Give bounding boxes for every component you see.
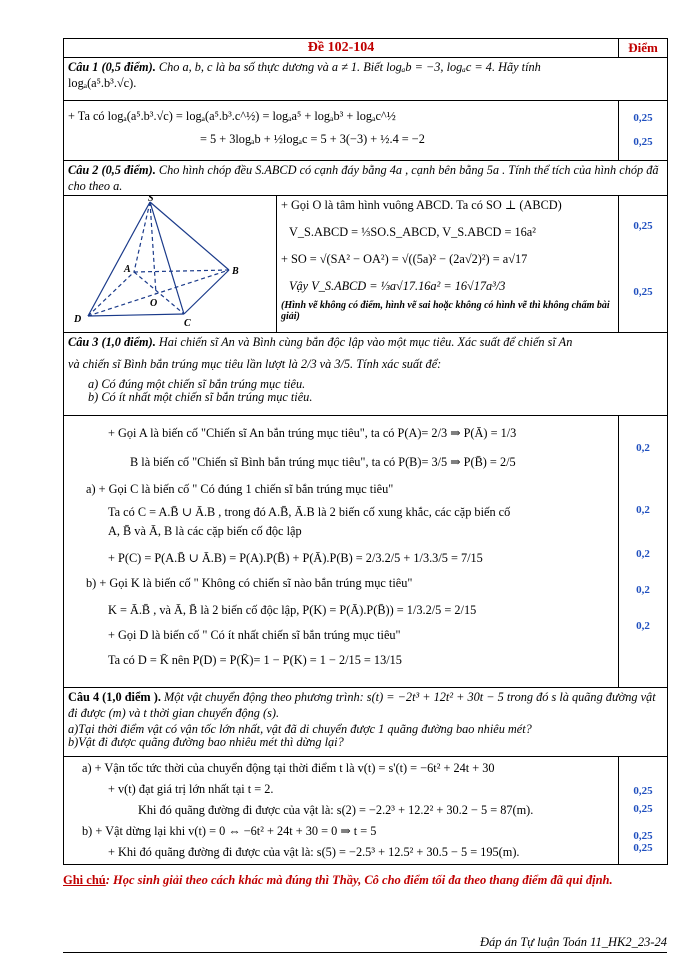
note-text: : Học sinh giải theo cách khác mà đúng thì Thầy, Cô cho điểm tối đa theo thang điểm đã qui định. (105, 873, 613, 887)
q2-line-3: + SO = √(SA² − OA²) = √((5a)² − (2a√2)²) = a√17 (281, 252, 528, 266)
q4-answer (64, 757, 619, 865)
q3-line-8: K = Ā.B̄ , và Ā, B̄ là 2 biến cố độc lập, P(K) = P(Ā).P(B̄)) = 1/3.2/5 = 2/15 (108, 603, 477, 617)
answer-sheet (63, 38, 667, 888)
q1-title: Câu 1 (0,5 điểm). (68, 60, 156, 74)
q2-answer (64, 196, 619, 333)
q3-answer (64, 416, 619, 688)
q3-text: Hai chiến sĩ An và Bình cùng bắn độc lập vào một mục tiêu. Xác suất để chiến sĩ An (158, 335, 573, 349)
label-d: D (74, 314, 82, 325)
label-b: B (232, 266, 239, 277)
q3-line-5: A, B̄ và Ā, B là các cặp biến cố độc lập (108, 524, 302, 538)
q4-answer-row (64, 757, 668, 865)
note-label: Ghi chú (63, 873, 106, 887)
q4-line-3: Khi đó quãng đường đi được của vật là: s(2) = −2.2³ + 12.2² + 30.2 − 5 = 87(m). (138, 803, 534, 817)
q1-line-2: = 5 + 3logₐb + ½logₐc = 5 + 3(−3) + ½.4 = −2 (200, 132, 425, 146)
q3-point-4: 0,2 (636, 584, 650, 596)
q2-line-4: Vậy V_S.ABCD = ⅓a√17.16a² = 16√17a³/3 (289, 279, 506, 293)
q4-prompt (64, 688, 668, 757)
q4-point-4: 0,25 (633, 842, 653, 854)
points-header: Điểm (619, 39, 668, 58)
q1-prompt (64, 58, 668, 101)
pyramid-diagram (64, 196, 276, 332)
q2-prompt (64, 161, 668, 196)
page-footer: Đáp án Tự luận Toán 11_HK2_23-24 (63, 935, 667, 953)
pyramid-figure (64, 196, 277, 332)
q3-sub-b: b) Có ít nhất một chiến sĩ bắn trúng mục tiêu. (88, 390, 313, 404)
q3-prompt-row (64, 333, 668, 416)
q4-points (619, 757, 668, 865)
q3-points (619, 416, 668, 688)
q2-answer-row (64, 196, 668, 333)
q3-answer-row (64, 416, 668, 688)
q3-point-2: 0,2 (636, 504, 650, 516)
q3-point-1: 0,2 (636, 442, 650, 454)
q3-line-4: Ta có C = A.B̄ ∪ Ā.B , trong đó A.B̄, Ā.B là 2 biến cố xung khắc, các cặp biến cố (108, 505, 511, 519)
q2-line-2: V_S.ABCD = ⅓SO.S_ABCD, V_S.ABCD = 16a² (289, 225, 536, 239)
q2-line-1: + Gọi O là tâm hình vuông ABCD. Ta có SO ⊥ (ABCD) (281, 198, 562, 212)
q1-point-1: 0,25 (633, 112, 653, 124)
q3-text-2: và chiến sĩ Bình bắn trúng mục tiêu lần lượt là 2/3 và 3/5. Tính xác suất để: (68, 357, 442, 371)
exam-code: Đề 102-104 (64, 39, 619, 58)
q3-point-5: 0,2 (636, 620, 650, 632)
q3-line-9: + Gọi D là biến cố " Có ít nhất chiến sĩ bắn trúng mục tiêu" (108, 628, 401, 642)
q1-answer (64, 101, 619, 161)
q3-prompt (64, 333, 668, 416)
q2-title: Câu 2 (0,5 điểm). (68, 163, 156, 177)
q1-text: Cho a, b, c là ba số thực dương và a ≠ 1. Biết logₐb = −3, logₐc = 4. Hãy tính (158, 60, 541, 74)
q4-line-5: + Khi đó quãng đường đi được của vật là: s(5) = −2.5³ + 12.5² + 30.5 − 5 = 195(m). (108, 845, 520, 859)
q4-point-3: 0,25 (633, 830, 653, 842)
q4-line-4: b) + Vật dừng lại khi v(t) = 0 ⇔ −6t² + 24t + 30 = 0 ⇒ t = 5 (82, 824, 377, 838)
label-a: A (124, 264, 131, 275)
q3-point-3: 0,2 (636, 548, 650, 560)
header-row (64, 39, 668, 58)
q3-line-3: a) + Gọi C là biến cố " Có đúng 1 chiến sĩ bắn trúng mục tiêu" (86, 482, 394, 496)
q4-point-1: 0,25 (633, 785, 653, 797)
q4-point-2: 0,25 (633, 803, 653, 815)
q2-point-2: 0,25 (633, 286, 653, 298)
label-o: O (150, 298, 158, 309)
q2-solution (277, 196, 618, 332)
q3-line-2: B là biến cố "Chiến sĩ Bình bắn trúng mục tiêu", ta có P(B)= 3/5 ⇒ P(B̄) = 2/5 (130, 455, 516, 469)
answer-table (63, 38, 668, 865)
q1-expression: logₐ(a⁵.b³.√c). (68, 76, 137, 90)
q1-line-1: + Ta có logₐ(a⁵.b³.√c) = logₐ(a⁵.b³.c^½) = logₐa⁵ + logₐb³ + logₐc^½ (68, 109, 396, 123)
q3-line-1: + Gọi A là biến cố "Chiến sĩ An bắn trúng mục tiêu", ta có P(A)= 2/3 ⇒ P(Ā) = 1/3 (108, 426, 517, 440)
grading-note (63, 873, 667, 888)
q2-points (619, 196, 668, 333)
label-s: S (148, 196, 154, 204)
q4-title: Câu 4 (1,0 điểm ). (68, 690, 161, 704)
q4-line-1: a) + Vận tốc tức thời của chuyển động tại thời điểm t là v(t) = s'(t) = −6t² + 24t + 30 (82, 761, 495, 775)
q3-line-7: b) + Gọi K là biến cố " Không có chiến sĩ nào bắn trúng mục tiêu" (86, 576, 413, 590)
q3-line-6: + P(C) = P(A.B̄ ∪ Ā.B) = P(A).P(B̄) + P(Ā).P(B) = 2/3.2/5 + 1/3.3/5 = 7/15 (108, 551, 483, 565)
q4-text: Một vật chuyển động theo phương trình: s(t) = −2t³ + 12t² + 30t − 5 trong đó s là quãng đường vật đi được (m) và t thời gian chuyển động (s). (68, 690, 656, 720)
q2-note: (Hình vẽ không có điểm, hình vẽ sai hoặc không có hình vẽ thì không chấm bài giải) (281, 300, 610, 322)
label-c: C (184, 318, 191, 329)
q2-text: Cho hình chóp đều S.ABCD có cạnh đáy bằng 4a , cạnh bên bằng 5a . Tính thể tích của hình chóp đã cho theo a. (68, 163, 659, 193)
q3-sub-a: a) Có đúng một chiến sĩ bắn trúng mục tiêu. (88, 377, 306, 391)
q4-line-2: + v(t) đạt giá trị lớn nhất tại t = 2. (108, 782, 274, 796)
q4-sub-b: b)Vật đi được quãng đường bao nhiêu mét thì dừng lại? (68, 735, 344, 749)
q4-prompt-row (64, 688, 668, 757)
q2-point-1: 0,25 (633, 220, 653, 232)
q1-answer-row (64, 101, 668, 161)
q1-point-2: 0,25 (633, 136, 653, 148)
q1-prompt-row (64, 58, 668, 101)
q2-prompt-row (64, 161, 668, 196)
q3-line-10: Ta có D = K̄ nên P(D) = P(K̄)= 1 − P(K) = 1 − 2/15 = 13/15 (108, 653, 402, 667)
q4-sub-a: a)Tại thời điểm vật có vận tốc lớn nhất, vật đã di chuyển được 1 quãng đường bao nhiêu mét? (68, 722, 532, 736)
q1-points (619, 101, 668, 161)
q3-title: Câu 3 (1,0 điểm). (68, 335, 156, 349)
